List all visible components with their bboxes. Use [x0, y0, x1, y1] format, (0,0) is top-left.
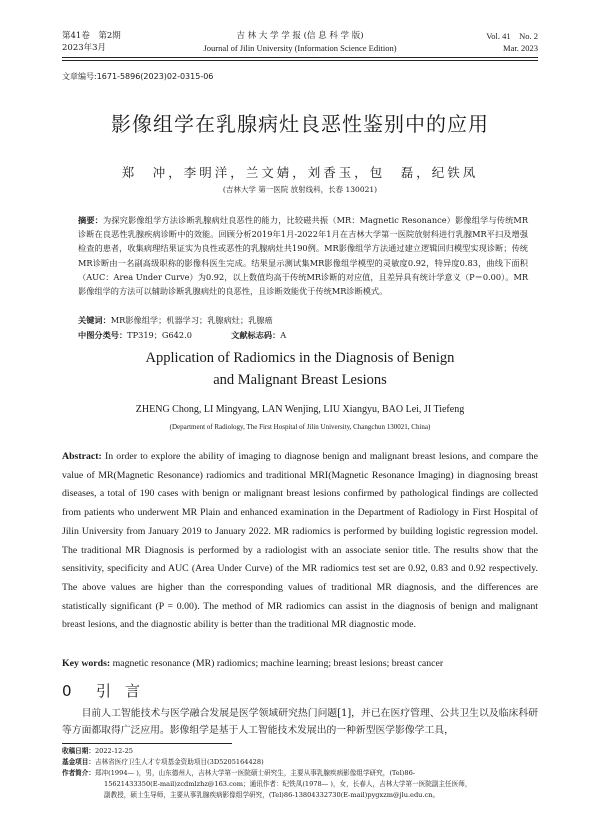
english-abstract-label: Abstract: [62, 451, 102, 462]
author-bio-line1: 郑冲(1994— )，男，山东德州人，吉林大学第一医院硕士研究生，主要从事乳腺疾病影像组学研究，(Tel)86- [94, 769, 415, 777]
classification-line [78, 328, 286, 342]
header-divider [62, 57, 538, 58]
footnote-received [62, 746, 538, 757]
chinese-authors: 郑 冲，李明洋，兰文婧，刘香玉，包 磊，纪铁凤 [121, 165, 479, 180]
doc-code-label: 文献标志码： [231, 330, 281, 340]
english-title [0, 347, 600, 391]
chinese-keywords-label: 关键词： [78, 315, 111, 325]
header-journal-cn: 吉 林 大 学 学 报 (信 息 科 学 版) [236, 31, 364, 41]
chinese-abstract-text: 为探究影像组学方法诊断乳腺病灶良恶性的能力，比较磁共振（MR：Magnetic Resonance）影像组学与传统MR诊断在良恶性乳腺疾病诊断中的效能。回顾分析2019年1月-2022年1月在吉林大学第一医院放射科进行乳腺MR平扫及增强检查的患者，收集病理结果证实为良性或恶性的乳腺病灶共190例。MR影像组学方法通过建立逻辑回归模型实现诊断；传统MR诊断由一名副高级职称的影像科医生完成。结果显示测试集MR影像组学模型的灵敏度0.92，特异度0.83，曲线下面积（AUC：Area Under Curve）为0.92，以上数值均高于传统MR诊断的对应值，且差异具有统计学意义（P＝0.00）。MR影像组学的方法可以辅助诊断乳腺病灶的良恶性，且诊断效能优于传统MR诊断模式。 [78, 215, 528, 297]
header-volume: 第41卷 第2期 [62, 31, 121, 41]
section-number: 0 [62, 682, 72, 700]
footnote-author-cont2: 副教授，硕士生导师，主要从事乳腺疾病影像组学研究，(Tel)86-13804332730(E-mail)pygxzm@jlu.edu.cn。 [104, 791, 440, 799]
english-keywords-text: magnetic resonance (MR) radiomics; machine learning; breast lesions; breast cancer [112, 658, 444, 669]
received-label: 收稿日期： [62, 747, 95, 755]
chinese-keywords [78, 313, 273, 327]
footnote-author [62, 768, 538, 779]
running-header [62, 30, 538, 56]
introduction-paragraph: 目前人工智能技术与医学融合发展是医学领域研究热门问题[1]，并已在医疗管理、公共卫生以及临床科研等方面都取得广泛应用。影像组学是基于人工智能技术发展出的一种新型医学影像学工具， [62, 708, 538, 736]
footnote-fund [62, 757, 538, 768]
chinese-abstract [78, 213, 528, 298]
header-journal-en: Journal of Jilin University (Information Science Edition) [203, 43, 397, 53]
english-authors: ZHENG Chong, LI Mingyang, LAN Wenjing, LIU Xiangyu, BAO Lei, JI Tiefeng [135, 404, 465, 415]
english-abstract-text: In order to explore the ability of imaging to diagnose benign and malignant breast lesions, and compare the value of MR(Magnetic Resonance) radiomics and traditional MRI(Magnetic Resonance Imaging) in diagnosing breast diseases, a total of 190 cases with benign or malignant breast lesions confirmed by pathological findings are collected from patients who underwent MR Plain and enhanced examination in the Department of Radiology in First Hospital of Jilin University from January 2019 to January 2022. MR radiomics is performed by building logistic regression model. The traditional MR Diagnosis is performed by a radiologist with an associate senior title. The results show that the sensitivity, specificity and AUC (Area Under Curve) of the MR radiomics test set are 0.92, 0.83 and 0.92 respectively. The above values are higher than the corresponding values of traditional MR diagnosis, and the differences are statistically significant (P = 0.00). The method of MR radiomics can assist in the diagnosis of benign and malignant breast lesions, and the diagnostic ability is better than the traditional MR diagnostic mode. [62, 451, 538, 631]
chinese-title: 影像组学在乳腺病灶良恶性鉴别中的应用 [111, 112, 489, 136]
footnote-divider [62, 743, 232, 744]
clc-value: TP319；G642.0 [127, 330, 192, 340]
chinese-affiliation: (吉林大学 第一医院 放射线科，长春 130021) [222, 185, 378, 194]
english-keywords [62, 658, 538, 669]
section-title: 引言 [96, 682, 155, 700]
doc-code-value: A [280, 330, 287, 340]
chinese-abstract-label: 摘要： [78, 215, 104, 225]
header-vol-no: Vol. 41 No. 2 [486, 31, 538, 41]
fund-label: 基金项目： [62, 758, 95, 766]
english-abstract [62, 448, 538, 635]
footnote-author-cont1: 15621433350(E-mail)zcdmlzhz@163.com；通讯作者：纪铁凤(1978— )，女，长春人，吉林大学第一医院副主任医师， [104, 780, 472, 788]
section-heading [62, 680, 154, 701]
header-volume-en [486, 30, 538, 54]
clc-label: 中图分类号： [78, 330, 128, 340]
header-journal-name [62, 30, 538, 54]
header-month: Mar. 2023 [503, 43, 538, 53]
chinese-keywords-text: MR影像组学；机器学习；乳腺病灶；乳腺癌 [110, 315, 273, 325]
received-date: 2022-12-25 [94, 747, 133, 755]
english-title-line2: and Malignant Breast Lesions [213, 372, 387, 388]
english-title-line1: Application of Radiomics in the Diagnosis of Benign [145, 350, 455, 366]
header-divider-thin [62, 60, 538, 61]
header-date: 2023年3月 [62, 43, 107, 53]
author-bio-label: 作者简介： [62, 769, 95, 777]
english-affiliation: (Department of Radiology, The First Hospital of Jilin University, Changchun 130021, China) [169, 423, 431, 431]
article-number: 文章编号:1671-5896(2023)02-0315-06 [62, 72, 214, 81]
fund-text: 吉林省医疗卫生人才专项基金资助项目(3D5205164428) [94, 758, 264, 766]
english-keywords-label: Key words: [62, 658, 111, 669]
